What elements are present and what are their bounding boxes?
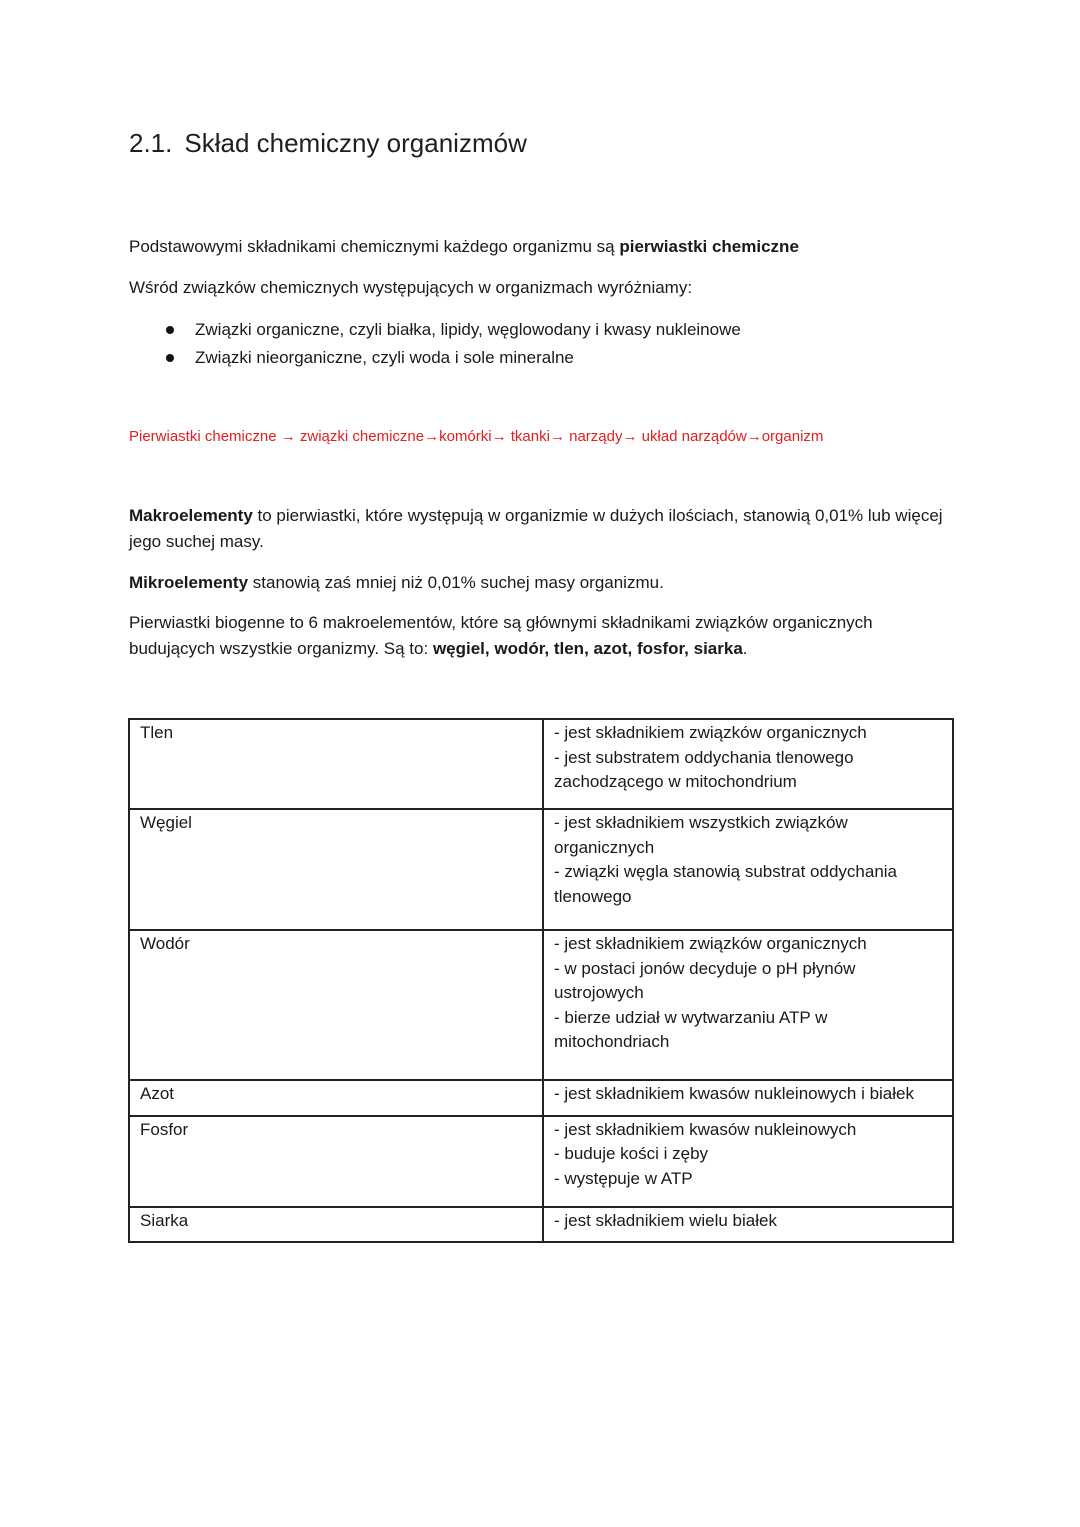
element-description-cell xyxy=(543,1080,953,1116)
macroelements-definition: to pierwiastki, które występują w organizmie w dużych ilościach, stanowią 0,01% lub więcej jego suchej masy. xyxy=(129,506,943,551)
element-description-cell xyxy=(543,1207,953,1243)
microelements-term: Mikroelementy xyxy=(129,573,249,592)
intro-paragraph-2: Wśród związków chemicznych występujących w organizmach wyróżniamy: xyxy=(129,278,693,297)
microelements-definition: stanowią zaś mniej niż 0,01% suchej masy organizmu. xyxy=(252,573,664,592)
description-line: - jest składnikiem wielu białek xyxy=(554,1210,777,1230)
element-name-cell: Wodór xyxy=(129,930,543,1080)
compound-list xyxy=(129,316,741,372)
description-line: - jest składnikiem kwasów nukleinowych xyxy=(554,1119,857,1139)
list-item-text: Związki organiczne, czyli białka, lipidy, węglowodany i kwasy nukleinowe xyxy=(195,320,741,339)
table-row xyxy=(129,1116,953,1207)
element-description-cell xyxy=(543,930,953,1080)
microelements-paragraph xyxy=(129,570,959,596)
elements-table xyxy=(128,718,954,1243)
macroelements-term: Makroelementy xyxy=(129,506,253,525)
biogenic-paragraph xyxy=(129,610,959,662)
bullet-icon xyxy=(166,326,174,334)
element-name-cell: Węgiel xyxy=(129,809,543,930)
intro-bold-term: pierwiastki chemiczne xyxy=(619,237,799,256)
description-line: - jest składnikiem związków organicznych xyxy=(554,723,867,742)
table-row xyxy=(129,809,953,930)
organization-chain: Pierwiastki chemiczne → związki chemiczne→komórki→ tkanki→ narządy→ układ narządów→organizm xyxy=(129,428,824,445)
elements-table-body xyxy=(129,719,953,1242)
table-row xyxy=(129,719,953,809)
intro-sentence-1: Podstawowymi składnikami chemicznymi każdego organizmu są xyxy=(129,237,615,256)
section-title: Skład chemiczny organizmów xyxy=(184,128,527,158)
description-line: - buduje kości i zęby xyxy=(554,1144,709,1163)
description-line: - w postaci jonów decyduje o pH płynów ustrojowych xyxy=(554,958,856,1002)
description-line: - jest składnikiem związków organicznych xyxy=(554,934,867,953)
section-heading xyxy=(129,128,527,159)
table-row xyxy=(129,1207,953,1243)
description-line: - jest składnikiem kwasów nukleinowych i białek xyxy=(554,1084,914,1103)
element-description-cell xyxy=(543,1116,953,1207)
biogenic-elements: węgiel, wodór, tlen, azot, fosfor, siarka xyxy=(432,639,743,658)
list-item xyxy=(129,344,741,372)
description-line: - bierze udział w wytwarzaniu ATP w mitochondriach xyxy=(554,1007,828,1051)
description-line: - występuje w ATP xyxy=(554,1168,693,1188)
element-name-cell: Fosfor xyxy=(129,1116,543,1207)
element-name-cell: Siarka xyxy=(129,1207,543,1243)
macroelements-paragraph xyxy=(129,503,959,555)
list-item xyxy=(129,316,741,344)
element-name-cell: Azot xyxy=(129,1080,543,1116)
biogenic-text: Pierwiastki biogenne to 6 makroelementów, które są głównymi składnikami związków organicznych budujących wszystkie organizmy. Są to: xyxy=(129,613,873,658)
table-row xyxy=(129,930,953,1080)
bullet-icon xyxy=(166,354,174,362)
intro-paragraph-1 xyxy=(129,234,959,260)
element-description-cell xyxy=(543,719,953,809)
table-row xyxy=(129,1080,953,1116)
list-item-text: Związki nieorganiczne, czyli woda i sole mineralne xyxy=(195,348,574,367)
description-line: - jest substratem oddychania tlenowego zachodzącego w mitochondrium xyxy=(554,747,854,791)
biogenic-end: . xyxy=(742,639,748,658)
element-description-cell xyxy=(543,809,953,930)
description-line: - jest składnikiem wszystkich związków organicznych xyxy=(554,813,848,857)
section-number: 2.1. xyxy=(129,128,173,158)
element-name-cell: Tlen xyxy=(129,719,543,809)
description-line: - związki węgla stanowią substrat oddychania tlenowego xyxy=(554,862,898,906)
